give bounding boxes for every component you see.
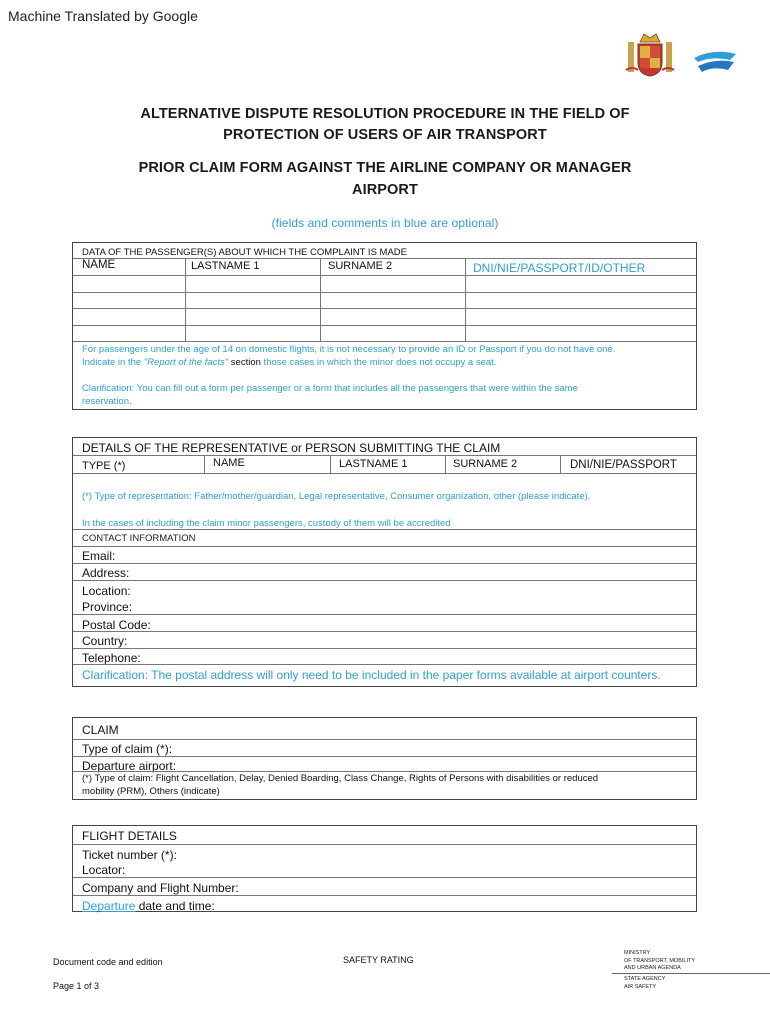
passenger-note-4: reservation.: [82, 396, 132, 407]
claim-heading: CLAIM: [82, 723, 119, 737]
ministry-line-1: MINISTRY: [624, 950, 651, 956]
representative-section: [72, 437, 697, 687]
page-number: Page 1 of 3: [53, 981, 100, 991]
locator-field[interactable]: Locator:: [82, 863, 126, 877]
postal-code-field[interactable]: Postal Code:: [82, 618, 151, 632]
title-line-2: PROTECTION OF USERS OF AIR TRANSPORT: [223, 127, 547, 143]
machine-translated-label: Machine Translated by Google: [8, 8, 198, 24]
company-flight-field[interactable]: Company and Flight Number:: [82, 881, 239, 895]
rep-col-type: TYPE (*): [82, 460, 126, 472]
claim-section: [72, 717, 697, 800]
col-lastname1: LASTNAME 1: [191, 260, 260, 272]
claim-type-note-2: mobility (PRM), Others (indicate): [82, 786, 220, 797]
claim-type-note-1: (*) Type of claim: Flight Cancellation, Delay, Denied Boarding, Class Change, Rights of Persons with disabilities or reduced: [82, 773, 599, 784]
agency-line-2: AIR SAFETY: [624, 984, 657, 990]
rep-minor-note: In the cases of including the claim minor passengers, custody of them will be accredited: [82, 518, 451, 529]
doc-code-label: Document code and edition: [53, 957, 163, 967]
ticket-number-field[interactable]: Ticket number (*):: [82, 848, 177, 862]
representative-heading: DETAILS OF THE REPRESENTATIVE or PERSON SUBMITTING THE CLAIM: [82, 441, 501, 455]
col-surname2: SURNAME 2: [328, 260, 393, 272]
title-line-3: PRIOR CLAIM FORM AGAINST THE AIRLINE COMPANY OR MANAGER: [138, 160, 632, 176]
location-field[interactable]: Location:: [82, 584, 131, 598]
country-field[interactable]: Country:: [82, 634, 128, 648]
safety-rating-label: SAFETY RATING: [343, 955, 414, 965]
rep-col-lastname1: LASTNAME 1: [339, 458, 408, 470]
province-field[interactable]: Province:: [82, 600, 133, 614]
ministry-line-2: OF TRANSPORT, MOBILITY: [624, 958, 696, 964]
passenger-note-3: Clarification: You can fill out a form per passenger or a form that includes all the passengers that were within the same: [82, 383, 578, 394]
optional-fields-note: (fields and comments in blue are optional): [271, 216, 499, 230]
footer-divider: [612, 973, 770, 974]
title-line-1: ALTERNATIVE DISPUTE RESOLUTION PROCEDURE IN THE FIELD OF: [140, 106, 630, 122]
ministry-line-3: AND URBAN AGENDA: [624, 965, 681, 971]
rep-col-name: NAME: [213, 457, 245, 469]
flight-heading: FLIGHT DETAILS: [82, 829, 177, 843]
col-name: NAME: [82, 259, 116, 271]
departure-datetime-field[interactable]: Departure date and time:: [82, 899, 215, 913]
telephone-field[interactable]: Telephone:: [82, 651, 141, 665]
passenger-heading: DATA OF THE PASSENGER(S) ABOUT WHICH THE COMPLAINT IS MADE: [82, 247, 407, 258]
agency-line-1: STATE AGENCY: [624, 976, 666, 982]
departure-airport-field[interactable]: Departure airport:: [82, 759, 177, 773]
col-document: DNI/NIE/PASSPORT/ID/OTHER: [473, 261, 646, 275]
passenger-note-2: Indicate in the "Report of the facts" section those cases in which the minor does not occupy a seat.: [82, 357, 497, 368]
spain-coat-of-arms-icon: [624, 30, 676, 78]
postal-clarification: Clarification: The postal address will only need to be included in the paper forms available at airport counters.: [82, 668, 661, 682]
address-field[interactable]: Address:: [82, 566, 130, 580]
email-field[interactable]: Email:: [82, 549, 116, 563]
title-line-4: AIRPORT: [352, 182, 418, 198]
flight-details-section: [72, 825, 697, 912]
rep-type-note: (*) Type of representation: Father/mother/guardian, Legal representative, Consumer organization, other (please indicate).: [82, 491, 591, 502]
claim-type-field[interactable]: Type of claim (*):: [82, 742, 173, 756]
rep-col-surname2: SURNAME 2: [453, 458, 518, 470]
agency-logo-icon: [690, 48, 740, 78]
contact-heading: CONTACT INFORMATION: [82, 533, 196, 544]
passenger-section: [72, 242, 697, 410]
rep-col-document: DNI/NIE/PASSPORT: [570, 459, 677, 471]
passenger-note-1: For passengers under the age of 14 on domestic flights, it is not necessary to provide an ID or Passport if you do not have one.: [82, 344, 616, 355]
